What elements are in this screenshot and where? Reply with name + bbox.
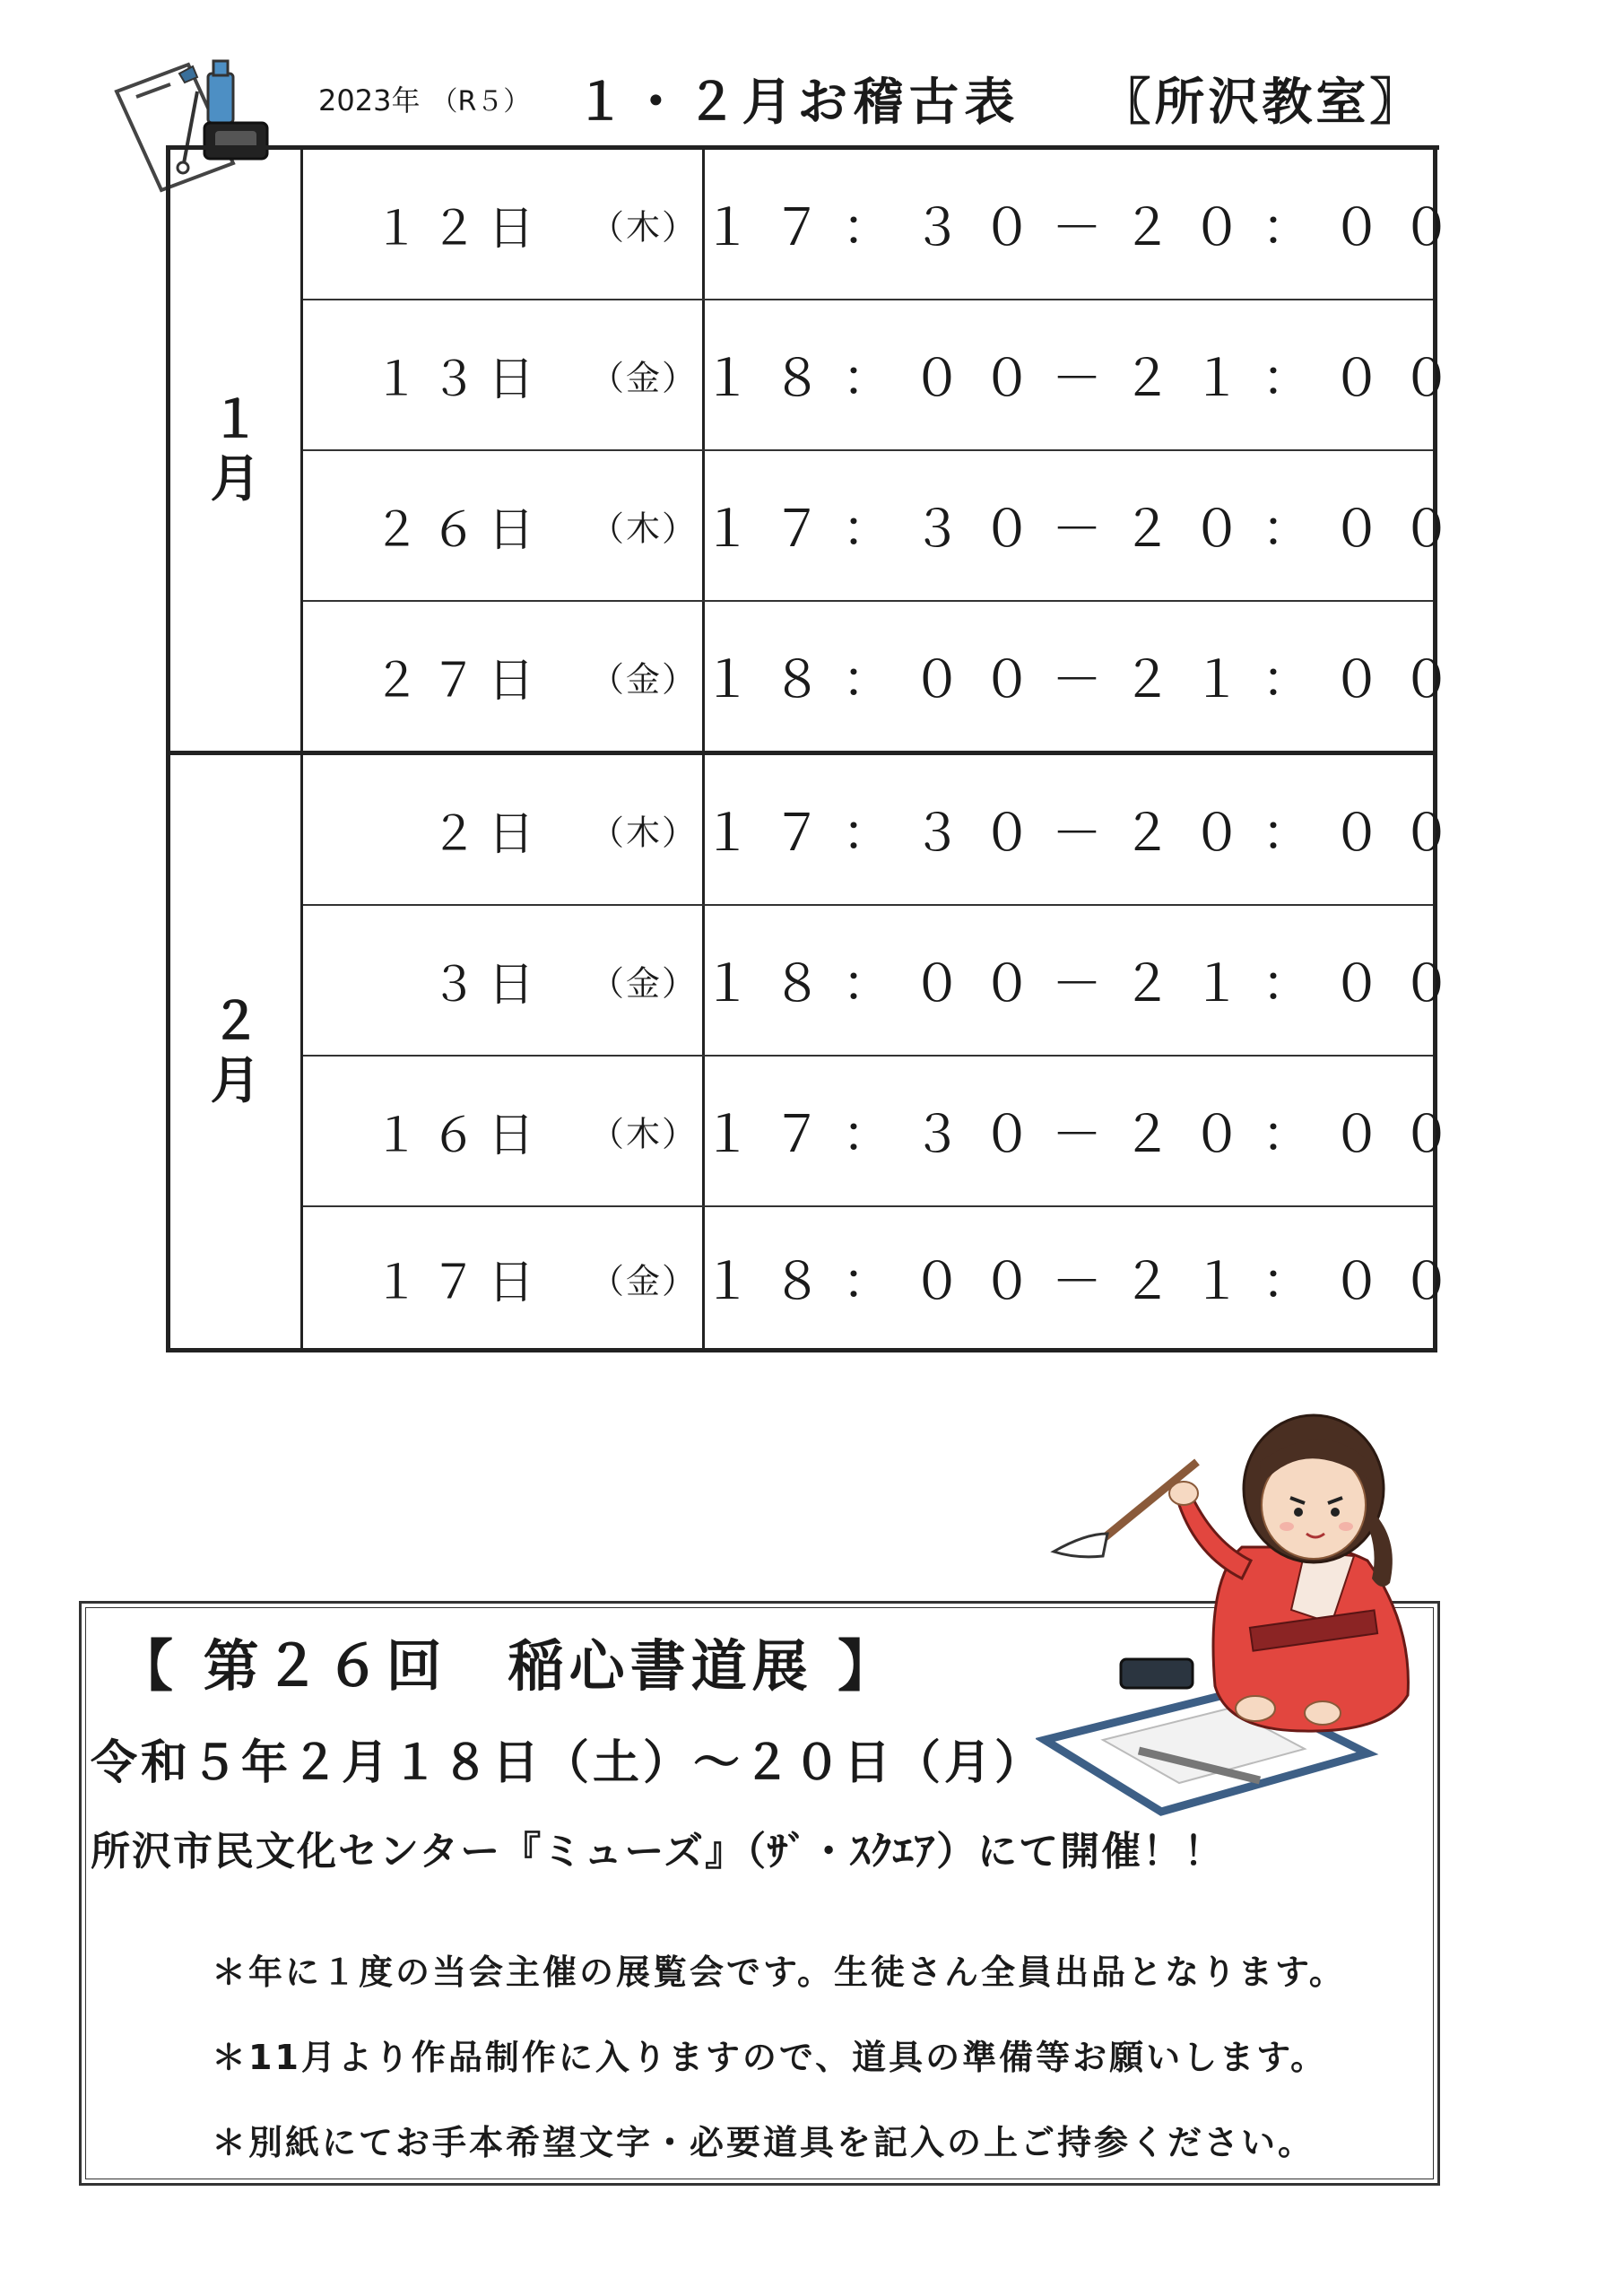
month-label-february — [170, 755, 303, 1348]
table-row — [303, 1057, 1471, 1207]
date-cell — [303, 906, 705, 1055]
month-group-january — [170, 150, 1471, 751]
date-cell — [303, 1207, 705, 1348]
weekday-text: （木） — [590, 813, 699, 853]
header-year: 2023年 — [318, 83, 421, 117]
time-cell: １７：３０－２０：００ — [702, 500, 1471, 559]
date-cell — [303, 755, 705, 904]
header-era: （R５） — [430, 86, 531, 117]
schedule-table — [166, 145, 1471, 1352]
location-label: 〖所沢教室〗 — [1100, 74, 1424, 132]
table-row — [303, 300, 1471, 451]
notice-note: ＊11月より作品制作に入りますので、道具の準備等お願いします。 — [212, 2038, 1328, 2077]
date-cell — [303, 1057, 705, 1205]
day-text: １６日 — [372, 1109, 545, 1163]
day-text: １２日 — [372, 202, 545, 257]
notice-note: ＊年に１度の当会主催の展覧会です。生徒さん全員出品となります。 — [212, 1952, 1346, 1992]
weekday-text: （金） — [590, 963, 699, 1004]
day-text: ２７日 — [372, 654, 545, 709]
table-row — [303, 1207, 1471, 1348]
day-text: ３日 — [430, 958, 545, 1013]
page-header — [318, 63, 1423, 135]
day-text: １７日 — [372, 1256, 545, 1309]
calligraphy-girl-illustration — [1036, 1399, 1430, 1830]
time-cell: １８：００－２１：００ — [702, 955, 1471, 1013]
day-text: ２日 — [430, 807, 545, 862]
date-cell — [303, 150, 705, 299]
weekday-text: （木） — [590, 1114, 699, 1154]
day-text: ２６日 — [372, 503, 545, 558]
table-row — [303, 150, 1471, 300]
date-cell — [303, 451, 705, 600]
month-digit: １ — [210, 391, 261, 449]
weekday-text: （金） — [590, 358, 699, 398]
table-row — [303, 755, 1471, 906]
month-label-january — [170, 150, 303, 751]
date-cell — [303, 300, 705, 449]
weekday-text: （金） — [590, 1261, 699, 1300]
month-digit: ２ — [210, 992, 261, 1051]
exhibition-date: 令和５年２月１８日（土）～２０日（月） — [91, 1736, 1046, 1790]
page-title: １・２月お稽古表 — [575, 74, 1020, 132]
weekday-text: （木） — [590, 509, 699, 549]
table-row — [303, 906, 1471, 1057]
time-cell: １７：３０－２０：００ — [702, 1106, 1471, 1164]
time-cell: １８：００－２１：００ — [702, 1252, 1471, 1311]
day-text: １３日 — [372, 352, 545, 407]
weekday-text: （木） — [590, 207, 699, 248]
time-cell: １７：３０－２０：００ — [702, 804, 1471, 863]
month-group-february — [170, 755, 1471, 1348]
exhibition-title: 【 第２６回 稲心書道展 】 — [117, 1633, 899, 1699]
month-char: 月 — [210, 1051, 261, 1110]
table-row — [303, 602, 1471, 751]
table-row — [303, 451, 1471, 602]
time-cell: １８：００－２１：００ — [702, 350, 1471, 408]
exhibition-venue: 所沢市民文化センター『ミューズ』（ｻﾞ・ｽｸｴｱ）にて開催！！ — [91, 1829, 1226, 1874]
time-cell: １８：００－２１：００ — [702, 651, 1471, 709]
weekday-text: （金） — [590, 659, 699, 700]
time-cell: １７：３０－２０：００ — [702, 199, 1471, 257]
notice-note: ＊別紙にてお手本希望文字・必要道具を記入の上ご持参ください。 — [212, 2123, 1315, 2162]
month-char: 月 — [210, 450, 261, 509]
date-cell — [303, 602, 705, 751]
